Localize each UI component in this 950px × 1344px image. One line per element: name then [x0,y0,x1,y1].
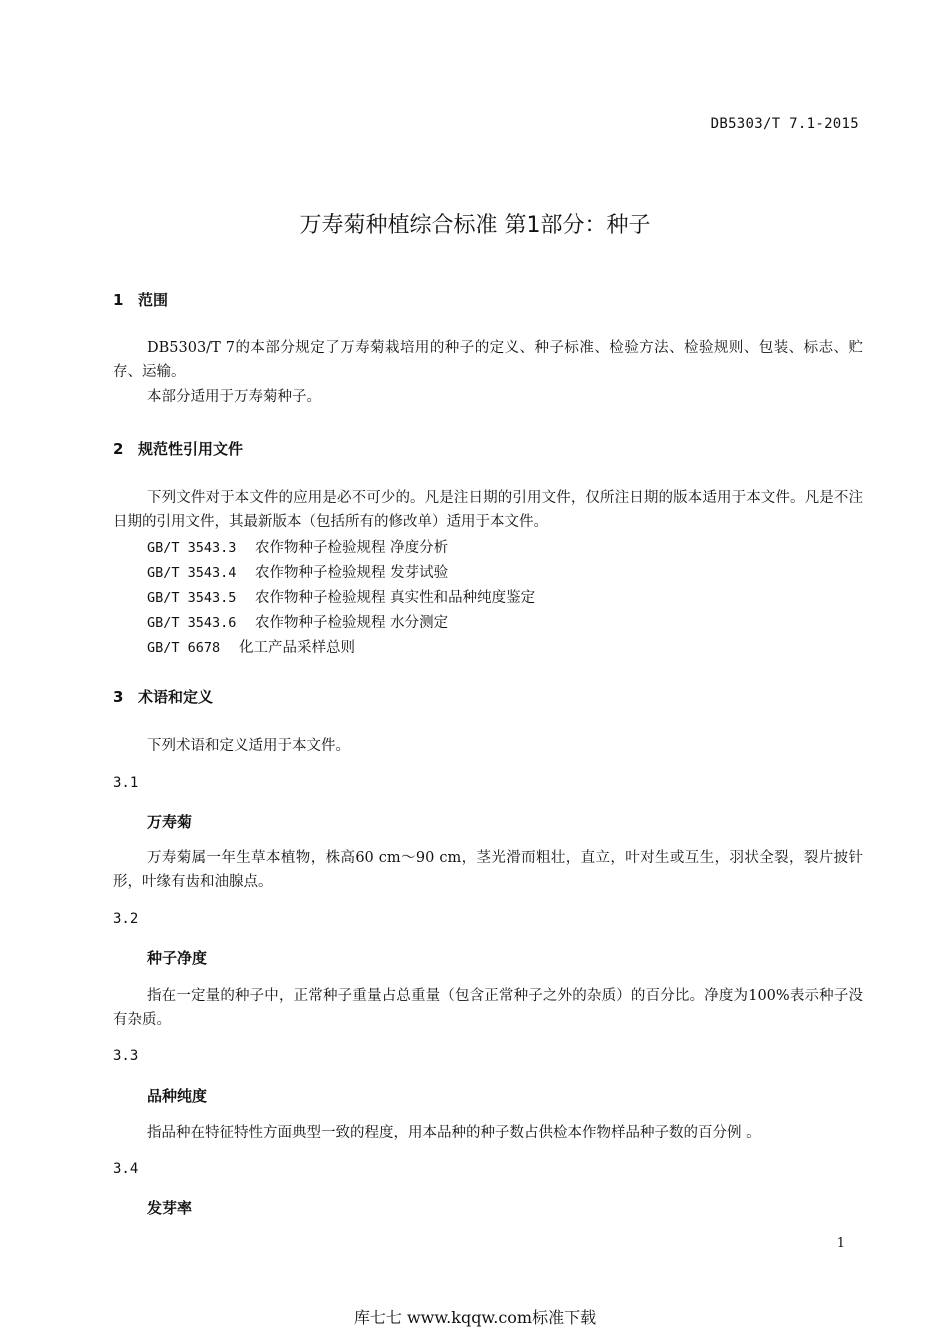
page-number: 1 [836,1236,845,1251]
section-title: 术语和定义 [138,688,214,706]
term-name: 发芽率 [147,1199,193,1217]
section-1-paragraph: DB5303/T 7的本部分规定了万寿菊栽培用的种子的定义、种子标准、检验方法、检验规则、包装、标志、贮存、运输。 [113,340,863,380]
term-definition: 指品种在特征特性方面典型一致的程度，用本品种的种子数占供检本作物样品种子数的百分例 。 [147,1125,761,1141]
section-title: 规范性引用文件 [138,440,244,458]
reference-code: GB/T 3543.4 [147,565,237,581]
term-number: 3.1 [113,775,139,791]
download-footer: 库七七 www.kqqw.com标准下载 [353,1308,597,1327]
reference-item [147,636,355,657]
reference-item [147,561,448,582]
reference-code: GB/T 3543.6 [147,615,237,631]
term-definition: 万寿菊属一年生草本植物，株高60 cm～90 cm，茎光滑而粗壮，直立，叶对生或互生，羽状全裂，裂片披针形，叶缘有齿和油腺点。 [113,850,863,890]
section-3-heading [113,686,213,707]
section-1-applicability: 本部分适用于万寿菊种子。 [147,389,321,405]
reference-item [147,586,535,607]
reference-title: 农作物种子检验规程 真实性和品种纯度鉴定 [255,590,536,606]
reference-title: 农作物种子检验规程 净度分析 [255,540,449,556]
reference-item [147,611,448,632]
section-2-heading [113,438,243,459]
section-1-heading [113,289,168,310]
reference-code: GB/T 6678 [147,640,221,656]
section-2-paragraph: 下列文件对于本文件的应用是必不可少的。凡是注日期的引用文件，仅所注日期的版本适用于本文件。凡是不注日期的引用文件，其最新版本（包括所有的修改单）适用于本文件。 [113,490,863,530]
term-name: 品种纯度 [147,1087,208,1105]
section-number: 3 [113,688,124,706]
reference-title: 化工产品采样总则 [239,640,355,656]
term-number: 3.2 [113,911,139,927]
document-number: DB5303/T 7.1-2015 [710,116,859,132]
term-name: 种子净度 [147,949,208,967]
section-number: 1 [113,291,124,309]
reference-item [147,536,448,557]
reference-title: 农作物种子检验规程 水分测定 [255,615,449,631]
term-number: 3.4 [113,1161,139,1177]
document-title: 万寿菊种植综合标准 第1部分：种子 [299,213,651,238]
term-definition: 指在一定量的种子中，正常种子重量占总重量（包含正常种子之外的杂质）的百分比。净度为100%表示种子没有杂质。 [113,988,863,1028]
reference-code: GB/T 3543.5 [147,590,237,606]
reference-code: GB/T 3543.3 [147,540,237,556]
term-number: 3.3 [113,1048,139,1064]
term-name: 万寿菊 [147,813,193,831]
section-number: 2 [113,440,124,458]
section-3-paragraph: 下列术语和定义适用于本文件。 [147,738,350,754]
section-title: 范围 [138,291,169,309]
reference-title: 农作物种子检验规程 发芽试验 [255,565,449,581]
